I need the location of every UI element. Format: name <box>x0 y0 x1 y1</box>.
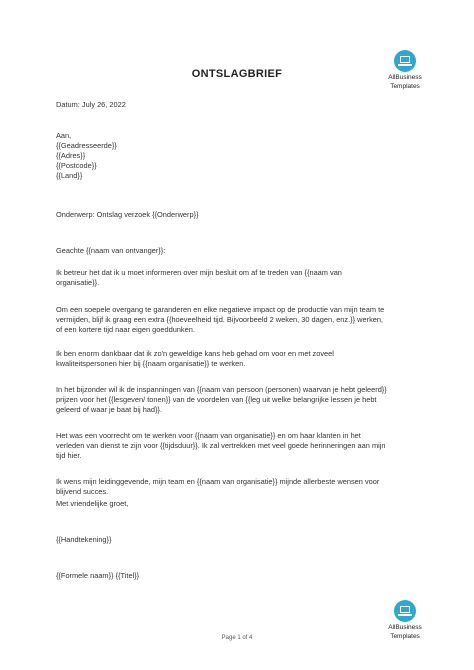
subject-line: Onderwerp: Ontslag verzoek {{Onderwerp}} <box>56 210 199 219</box>
address-block <box>56 131 436 181</box>
logo-text-line1: AllBusiness <box>388 624 422 631</box>
brand-logo-bottom <box>370 600 440 640</box>
paragraph-line: tijd hier. <box>56 451 82 460</box>
signature-placeholder: {{Handtekening}} <box>56 535 112 544</box>
paragraph-line: blijvend succes. <box>56 487 109 496</box>
laptop-icon <box>394 600 416 622</box>
paragraph-line: Ik wens mijn leidinggevende, mijn team en {{naam van organisatie}} mijnde allerbeste wensen voor <box>56 477 380 486</box>
paragraph-1 <box>56 268 436 288</box>
page-number: Page 1 of 4 <box>221 635 253 641</box>
paragraph-3 <box>56 349 436 369</box>
paragraph-line: Het was een voorrecht om te werken voor {{naam van organisatie}} en om haar klanten in het <box>56 431 361 440</box>
paragraph-5 <box>56 431 436 461</box>
paragraph-line: kwaliteitspersonen hier bij {{naam organisatie}} te werken. <box>56 359 246 368</box>
logo-text-line1: AllBusiness <box>388 74 422 81</box>
paragraph-line: Ik betreur het dat ik u moet informeren over mijn besluit om af te treden van {{naam van <box>56 268 342 277</box>
paragraph-line: prijzen voor het {{lesgeven/ tonen}} van de voordelen van {{leg uit welke belangrijke lessen je hebt <box>56 395 377 404</box>
address-line: Aan, <box>56 131 72 140</box>
name-title-placeholder: {{Formele naam}} {{Titel}} <box>56 571 140 580</box>
closing: Met vriendelijke groet, <box>56 499 129 508</box>
paragraph-line: organisatie}}. <box>56 278 100 287</box>
paragraph-6 <box>56 477 436 497</box>
address-line: {{Postcode}} <box>56 161 97 170</box>
address-line: {{Geadresseerde}} <box>56 141 117 150</box>
paragraph-line: geleerd of waar je baat bij had}}. <box>56 405 163 414</box>
paragraph-line: vermijden, blijf ik graag een extra {{hoeveelheid tijd. Bijvoorbeeld 2 weken, 30 dagen, enz.}} werken, <box>56 315 384 324</box>
paragraph-line: of een kortere tijd naar eigen goeddunken. <box>56 325 195 334</box>
logo-text-line2: Templates <box>390 83 420 90</box>
logo-text-line2: Templates <box>390 633 420 640</box>
address-line: {{Adres}} <box>56 151 86 160</box>
paragraph-line: In het bijzonder wil ik de inspanningen van {{naam van persoon (personen) waarvan je hebt geleerd}} <box>56 385 387 394</box>
paragraph-4 <box>56 385 436 415</box>
paragraph-2 <box>56 305 436 335</box>
date-line: Datum: July 26, 2022 <box>56 100 126 109</box>
document-title: ONTSLAGBRIEF <box>191 68 283 80</box>
salutation: Geachte {{naam van ontvanger}}: <box>56 246 166 255</box>
address-line: {{Land}} <box>56 171 83 180</box>
paragraph-line: Ik ben enorm dankbaar dat ik zo'n geweldige kans heb gehad om voor en met zoveel <box>56 349 334 358</box>
paragraph-line: verleden van dienst te zijn voor {{tijdsduur}}. Ik zal vertrekken met veel goede herinneringen aan mijn <box>56 441 386 450</box>
paragraph-line: Om een soepele overgang te garanderen en elke negatieve impact op de productie van mijn team te <box>56 305 385 314</box>
